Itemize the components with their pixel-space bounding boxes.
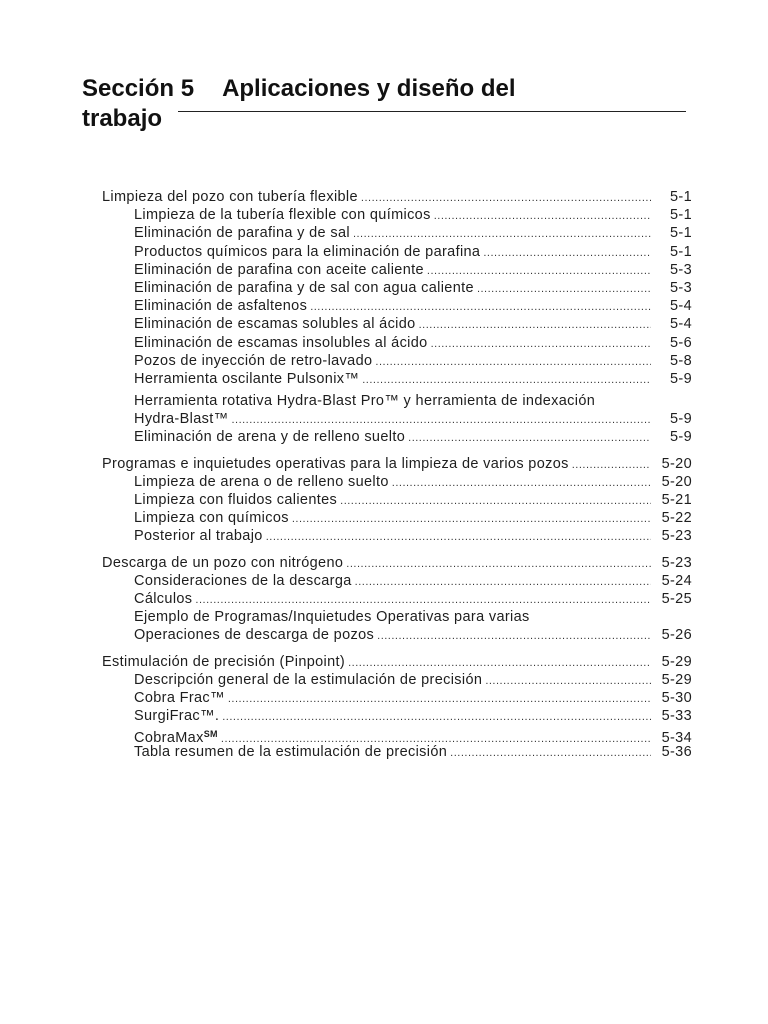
toc-entry[interactable] xyxy=(102,243,692,261)
table-of-contents xyxy=(102,188,692,762)
toc-entry[interactable] xyxy=(102,279,692,297)
toc-entry-page: 5-34 xyxy=(661,730,692,747)
toc-entry-page: 5-1 xyxy=(669,243,692,260)
toc-leader xyxy=(362,371,651,389)
toc-entry-page: 5-33 xyxy=(661,708,692,725)
toc-entry-page: 5-4 xyxy=(669,298,692,315)
toc-leader xyxy=(485,672,651,690)
toc-entry-page: 5-8 xyxy=(669,352,692,369)
toc-entry-text: Ejemplo de Programas/Inquietudes Operativas para varias xyxy=(134,609,530,626)
toc-entry-page: 5-29 xyxy=(661,671,692,688)
toc-entry-text: Tabla resumen de la estimulación de precisión xyxy=(134,744,448,761)
heading-rule xyxy=(178,111,686,112)
toc-entry[interactable] xyxy=(102,653,692,671)
toc-entry[interactable] xyxy=(102,261,692,279)
toc-entry-page: 5-20 xyxy=(661,473,692,490)
toc-entry[interactable] xyxy=(102,491,692,509)
toc-leader xyxy=(427,262,651,280)
toc-entry-text: Cálculos xyxy=(134,590,193,607)
toc-entry[interactable] xyxy=(102,370,692,388)
toc-entry-text: Pozos de inyección de retro-lavado xyxy=(134,352,373,369)
toc-entry-text: Eliminación de parafina y de sal xyxy=(134,225,350,242)
toc-leader xyxy=(340,492,651,510)
toc-entry[interactable] xyxy=(102,297,692,315)
toc-entry-page: 5-3 xyxy=(669,279,692,296)
toc-entry-text-main: CobraMax xyxy=(134,730,204,747)
toc-leader xyxy=(266,528,651,546)
toc-leader xyxy=(292,510,651,528)
toc-entry[interactable] xyxy=(102,334,692,352)
toc-entry[interactable] xyxy=(102,352,692,370)
toc-entry[interactable] xyxy=(102,509,692,527)
toc-entry-text: Eliminación de escamas insolubles al ácido xyxy=(134,334,428,351)
toc-entry-text: Eliminación de arena y de relleno suelto xyxy=(134,429,406,446)
section-heading-line1 xyxy=(82,74,692,104)
toc-leader xyxy=(228,690,651,708)
toc-entry-page: 5-6 xyxy=(669,334,692,351)
toc-leader xyxy=(572,456,651,474)
toc-entry-text: Consideraciones de la descarga xyxy=(134,572,352,589)
toc-entry-page: 5-9 xyxy=(669,411,692,428)
toc-entry-text: Limpieza con fluidos calientes xyxy=(134,492,338,508)
toc-entry[interactable] xyxy=(102,455,692,473)
toc-entry-text: Descarga de un pozo con nitrógeno xyxy=(102,554,344,571)
toc-entry-page: 5-20 xyxy=(661,455,692,472)
toc-leader xyxy=(408,429,651,447)
toc-entry-text: Hydra-Blast™ xyxy=(134,411,229,428)
toc-leader xyxy=(419,316,651,334)
toc-entry[interactable] xyxy=(102,725,692,747)
toc-leader xyxy=(434,207,651,225)
service-mark-superscript: SM xyxy=(203,729,218,740)
toc-entry-page: 5-29 xyxy=(661,653,692,670)
toc-leader xyxy=(346,555,651,573)
toc-entry[interactable] xyxy=(102,707,692,725)
toc-entry-text: Limpieza de arena o de relleno suelto xyxy=(134,473,389,490)
toc-leader xyxy=(375,353,651,371)
toc-entry-text: Herramienta rotativa Hydra-Blast Pro™ y herramienta de indexación xyxy=(134,393,596,410)
toc-leader xyxy=(450,744,651,762)
toc-entry-page: 5-22 xyxy=(661,510,692,527)
toc-entry-text: SurgiFrac™. xyxy=(134,708,220,725)
toc-entry-page: 5-1 xyxy=(669,207,692,224)
toc-entry-text: Estimulación de precisión (Pinpoint) xyxy=(102,653,346,670)
toc-leader xyxy=(195,591,651,609)
toc-leader xyxy=(348,654,651,672)
toc-entry-text: Limpieza de la tubería flexible con químicos xyxy=(134,207,431,224)
toc-entry[interactable] xyxy=(102,608,692,626)
toc-entry-page: 5-9 xyxy=(669,370,692,387)
toc-entry-text: Descripción general de la estimulación de precisión xyxy=(134,671,483,688)
toc-entry[interactable] xyxy=(102,527,692,545)
toc-entry-page: 5-24 xyxy=(661,572,692,589)
toc-entry-page: 5-26 xyxy=(661,627,692,644)
toc-entry[interactable] xyxy=(102,206,692,224)
toc-entry-text: Eliminación de parafina con aceite caliente xyxy=(134,261,424,278)
toc-entry[interactable] xyxy=(102,590,692,608)
toc-entry[interactable] xyxy=(102,743,692,761)
toc-entry-text: Limpieza del pozo con tubería flexible xyxy=(102,189,358,205)
toc-leader xyxy=(231,411,651,429)
toc-entry-page: 5-25 xyxy=(661,590,692,607)
toc-leader xyxy=(377,627,651,645)
toc-entry-page: 5-36 xyxy=(661,744,692,761)
toc-leader xyxy=(310,298,651,316)
toc-entry-text: Eliminación de escamas solubles al ácido xyxy=(134,316,416,333)
toc-leader xyxy=(483,244,651,262)
toc-entry-page: 5-23 xyxy=(661,528,692,545)
section-number: Sección 5 xyxy=(82,75,195,102)
toc-entry-text: Cobra Frac™ xyxy=(134,689,225,706)
toc-entry[interactable] xyxy=(102,188,692,206)
toc-entry[interactable] xyxy=(102,392,692,410)
toc-entry-text: Productos químicos para la eliminación de parafina xyxy=(134,243,481,260)
toc-entry-text: Herramienta oscilante Pulsonix™ xyxy=(134,370,360,387)
toc-entry[interactable] xyxy=(102,554,692,572)
toc-entry-page: 5-9 xyxy=(669,429,692,446)
toc-leader xyxy=(431,335,651,353)
toc-entry-page: 5-23 xyxy=(661,554,692,571)
toc-entry-text: Eliminación de parafina y de sal con agua caliente xyxy=(134,279,474,296)
toc-entry-text: Posterior al trabajo xyxy=(134,528,263,545)
toc-entry-text: Operaciones de descarga de pozos xyxy=(134,627,375,644)
toc-entry-page: 5-30 xyxy=(661,689,692,706)
toc-leader xyxy=(355,573,651,591)
toc-entry[interactable] xyxy=(102,689,692,707)
toc-entry-page: 5-4 xyxy=(669,316,692,333)
toc-entry[interactable] xyxy=(102,315,692,333)
toc-entry[interactable] xyxy=(102,428,692,446)
toc-entry-text: Limpieza con químicos xyxy=(134,510,289,527)
section-title-part1: Aplicaciones y diseño del xyxy=(222,75,516,102)
toc-entry[interactable] xyxy=(102,410,692,428)
toc-leader xyxy=(361,189,651,207)
toc-leader xyxy=(222,708,651,726)
toc-entry[interactable] xyxy=(102,224,692,242)
toc-leader xyxy=(392,474,651,492)
toc-entry-page: 5-3 xyxy=(669,261,692,278)
toc-entry[interactable] xyxy=(102,572,692,590)
toc-entry-text: Programas e inquietudes operativas para la limpieza de varios pozos xyxy=(102,455,569,472)
toc-leader xyxy=(477,280,651,298)
section-title-part2: trabajo xyxy=(82,105,163,132)
toc-leader xyxy=(353,225,651,243)
toc-entry[interactable] xyxy=(102,671,692,689)
toc-entry-page: 5-21 xyxy=(661,492,692,508)
toc-entry-page: 5-1 xyxy=(669,189,692,205)
toc-entry-page: 5-1 xyxy=(669,225,692,242)
toc-entry[interactable] xyxy=(102,473,692,491)
section-heading xyxy=(82,74,692,134)
toc-entry-text: Eliminación de asfaltenos xyxy=(134,298,308,315)
toc-entry[interactable] xyxy=(102,626,692,644)
